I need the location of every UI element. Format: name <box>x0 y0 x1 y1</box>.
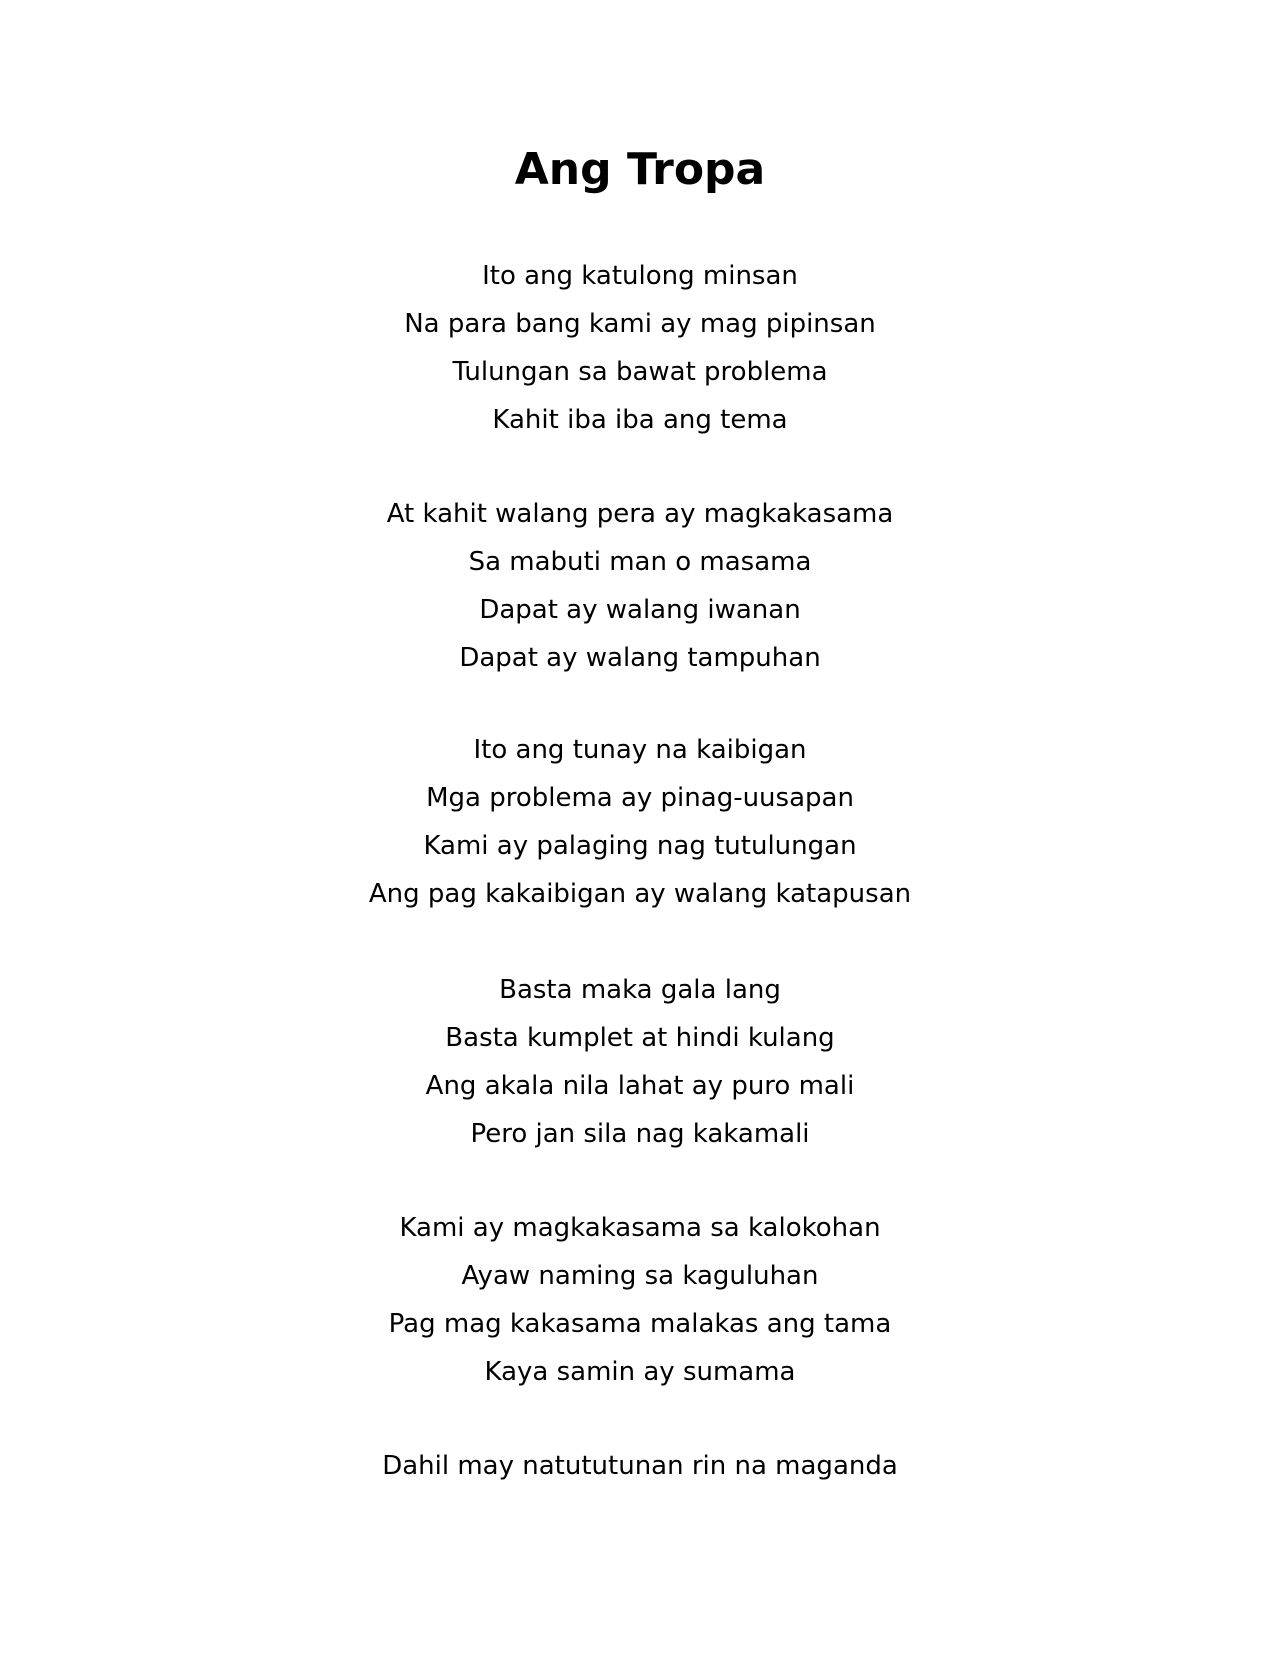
poem-line: Tulungan sa bawat problema <box>452 357 828 387</box>
stanza-2 <box>0 490 1280 682</box>
poem-line: At kahit walang pera ay magkakasama <box>386 499 894 529</box>
poem-line: Dapat ay walang iwanan <box>479 595 801 625</box>
poem-line: Mga problema ay pinag-uusapan <box>426 783 854 813</box>
poem-title: Ang Tropa <box>514 144 766 195</box>
poem-line: Kami ay palaging nag tutulungan <box>423 831 857 861</box>
stanza-3 <box>0 726 1280 918</box>
poem-line: Kaya samin ay sumama <box>484 1357 796 1387</box>
poem-line: Sa mabuti man o masama <box>468 547 812 577</box>
poem-line: Ito ang tunay na kaibigan <box>473 735 807 765</box>
poem-line: Basta maka gala lang <box>499 975 781 1005</box>
poem-line: Dahil may natututunan rin na maganda <box>382 1451 898 1481</box>
poem-line: Na para bang kami ay mag pipinsan <box>404 309 876 339</box>
poem-line: Ang pag kakaibigan ay walang katapusan <box>368 879 912 909</box>
poem-line: Ayaw naming sa kaguluhan <box>461 1261 819 1291</box>
stanza-1 <box>0 252 1280 444</box>
poem-line: Ang akala nila lahat ay puro mali <box>425 1071 855 1101</box>
poem-line: Basta kumplet at hindi kulang <box>445 1023 835 1053</box>
stanza-4 <box>0 966 1280 1158</box>
stanza-6 <box>0 1442 1280 1490</box>
poem-line: Dapat ay walang tampuhan <box>459 643 821 673</box>
poem-line: Pag mag kakasama malakas ang tama <box>388 1309 892 1339</box>
poem-line: Ito ang katulong minsan <box>482 261 798 291</box>
poem-line: Pero jan sila nag kakamali <box>470 1119 810 1149</box>
poem-line: Kahit iba iba ang tema <box>492 405 788 435</box>
stanza-5 <box>0 1204 1280 1396</box>
poem-line: Kami ay magkakasama sa kalokohan <box>399 1213 881 1243</box>
